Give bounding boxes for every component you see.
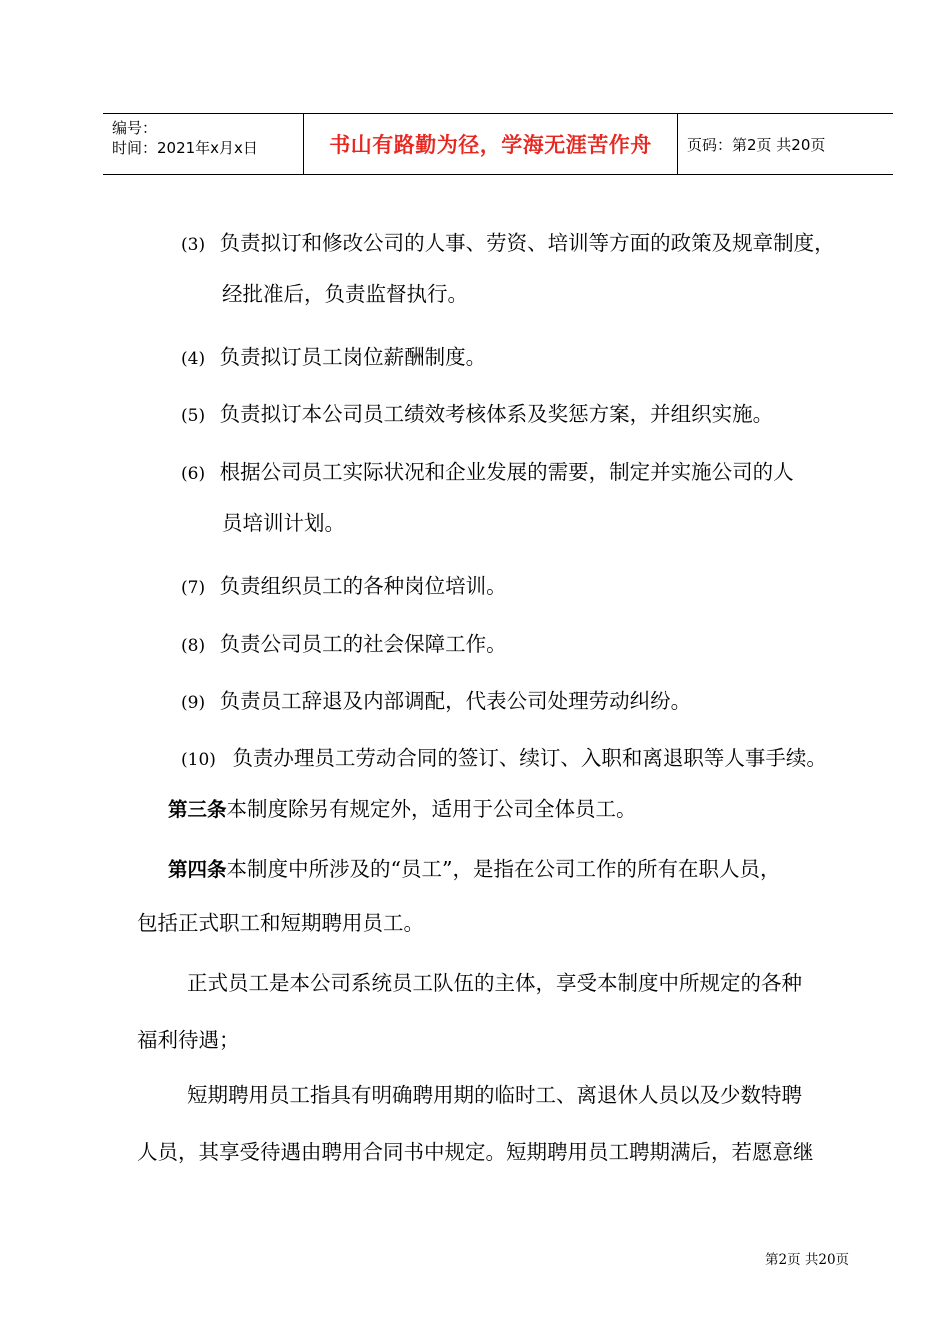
list-item — [181, 458, 794, 488]
article-3 — [168, 795, 637, 824]
paragraph-contract-staff-continuation: 人员，其享受待遇由聘用合同书中规定。短期聘用员工聘期满后，若愿意继 — [137, 1140, 814, 1164]
list-item — [181, 400, 773, 430]
header-meta — [103, 114, 304, 174]
page-footer: 第2页 共20页 — [765, 1252, 850, 1268]
item-number: (3) — [181, 235, 206, 255]
document-time-label: 时间：2021年x月x日 — [112, 139, 258, 157]
item-number: (6) — [181, 464, 206, 484]
article-text: 本制度中所涉及的“员工”，是指在公司工作的所有在职人员， — [226, 857, 781, 881]
paragraph-regular-staff-continuation: 福利待遇； — [137, 1028, 240, 1052]
item-text: 负责公司员工的社会保障工作。 — [219, 632, 507, 656]
item-text: 负责拟订本公司员工绩效考核体系及奖惩方案，并组织实施。 — [219, 402, 774, 426]
item-text: 负责拟订员工岗位薪酬制度。 — [219, 345, 487, 369]
item-text: 负责员工辞退及内部调配，代表公司处理劳动纠纷。 — [219, 689, 692, 713]
article-text: 本制度除另有规定外，适用于公司全体员工。 — [226, 797, 637, 821]
article-label: 第三条 — [168, 798, 227, 821]
list-item — [181, 572, 507, 602]
header-page-number: 页码：第2页 共20页 — [687, 135, 826, 154]
item-number: (4) — [181, 349, 206, 369]
item-text: 负责组织员工的各种岗位培训。 — [219, 574, 507, 598]
header-motto: 书山有路勤为径，学海无涯苦作舟 — [304, 114, 678, 174]
item-number: (10) — [181, 750, 216, 770]
page-header — [103, 113, 893, 175]
item-text: 负责办理员工劳动合同的签订、续订、入职和离退职等人事手续。 — [232, 746, 827, 770]
item-continuation: 经批准后，负责监督执行。 — [222, 282, 468, 306]
article-4 — [168, 855, 780, 884]
item-text: 根据公司员工实际状况和企业发展的需要，制定并实施公司的人 — [219, 460, 794, 484]
item-continuation: 员培训计划。 — [222, 511, 345, 535]
article-label: 第四条 — [168, 858, 227, 881]
article-4-continuation: 包括正式职工和短期聘用员工。 — [137, 911, 424, 935]
list-item — [181, 744, 827, 774]
list-item — [181, 229, 835, 259]
item-number: (9) — [181, 693, 206, 713]
item-number: (8) — [181, 636, 206, 656]
item-text: 负责拟订和修改公司的人事、劳资、培训等方面的政策及规章制度， — [219, 231, 835, 255]
document-number-label: 编号： — [112, 119, 158, 137]
list-item — [181, 630, 507, 660]
paragraph-contract-staff: 短期聘用员工指具有明确聘用期的临时工、离退休人员以及少数特聘 — [187, 1083, 802, 1107]
item-number: (7) — [181, 578, 206, 598]
list-item — [181, 343, 486, 373]
item-number: (5) — [181, 406, 206, 426]
paragraph-regular-staff: 正式员工是本公司系统员工队伍的主体，享受本制度中所规定的各种 — [187, 971, 802, 995]
list-item — [181, 687, 691, 717]
